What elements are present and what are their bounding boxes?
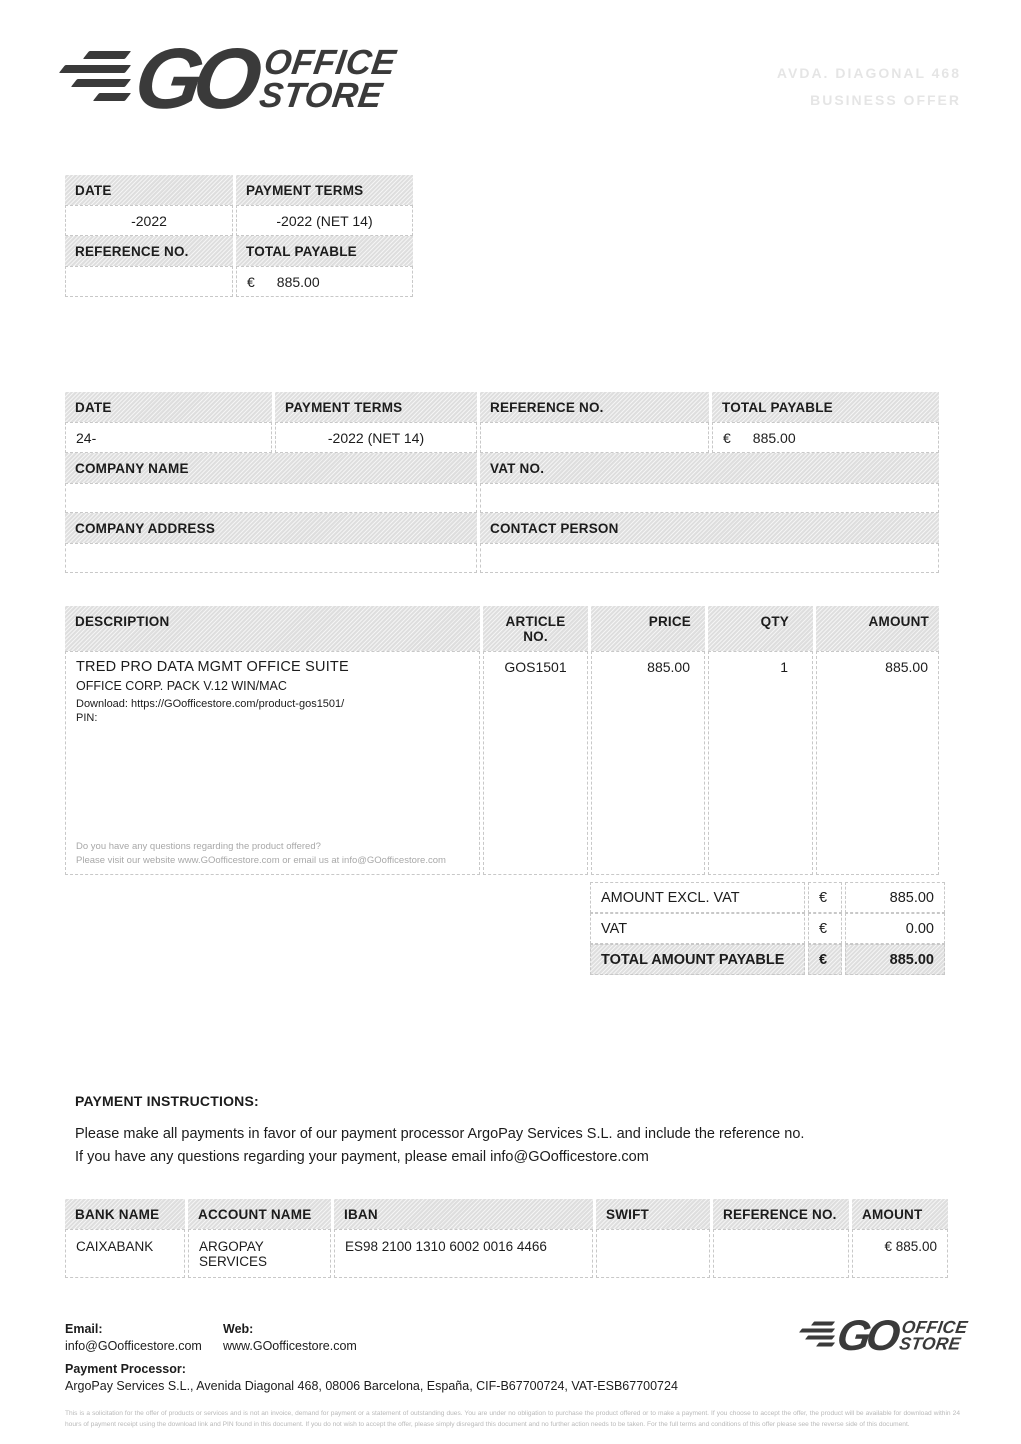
details-reference-header: REFERENCE NO. xyxy=(480,392,709,422)
payment-instructions-line2: If you have any questions regarding your payment, please email info@GOofficestore.com xyxy=(75,1149,649,1166)
details-date-value: 24- xyxy=(65,422,272,453)
stamp-line2: BUSINESS OFFER xyxy=(810,91,961,108)
bank-name-value: CAIXABANK xyxy=(65,1229,185,1278)
email-label: Email: xyxy=(65,1322,103,1337)
summary-date-header: DATE xyxy=(65,175,233,205)
logo-wordmark xyxy=(256,42,399,115)
item-description-cell xyxy=(65,651,480,875)
item-pin: PIN: xyxy=(76,712,98,724)
logo-office-text: OFFICE xyxy=(900,1317,969,1337)
email-value: info@GOofficestore.com xyxy=(65,1339,202,1354)
logo-store-text: STORE xyxy=(256,75,385,115)
footer-web-block xyxy=(223,1322,357,1353)
logo-go-text: GO xyxy=(834,1311,899,1360)
swift-header: SWIFT xyxy=(596,1199,710,1229)
details-total-value xyxy=(712,422,939,453)
logo-store-text: STORE xyxy=(897,1333,962,1354)
details-terms-value: -2022 (NET 14) xyxy=(275,422,477,453)
item-price-value: 885.00 xyxy=(591,651,705,875)
logo-wordmark xyxy=(898,1319,968,1352)
document-content xyxy=(0,175,1021,1430)
items-price-header: PRICE xyxy=(591,606,705,651)
fine-print-disclaimer: This is a solicitation for the offer of products or services and is not an invoice, demand for payment or a statement of outstanding dues. You are under no obligation to purchase the product offered or to make a payment. If you choose to accept the offer, the product will be available for download within 24 hours of payment receipt using the download link and PIN found in this document. If you do not wish to accept the offer, please simply disregard this document and no further action needs to be taken. For the full terms and conditions of this offer please see the reverse side of this document. xyxy=(65,1410,960,1428)
footer-processor-block xyxy=(65,1362,955,1393)
summary-terms-header: PAYMENT TERMS xyxy=(236,175,413,205)
contact-person-header: CONTACT PERSON xyxy=(480,513,939,543)
details-total-header: TOTAL PAYABLE xyxy=(712,392,939,422)
logo-speed-lines-icon xyxy=(800,1322,833,1350)
vat-no-header: VAT NO. xyxy=(480,453,939,483)
items-table xyxy=(65,606,942,875)
summary-reference-value xyxy=(65,266,233,297)
bank-reference-header: REFERENCE NO. xyxy=(713,1199,849,1229)
vat-currency: € xyxy=(808,913,842,944)
summary-total-value xyxy=(236,266,413,297)
item-footnote xyxy=(76,840,469,868)
totals-table xyxy=(590,882,942,975)
item-subtitle: OFFICE CORP. PACK V.12 WIN/MAC xyxy=(76,679,287,693)
payment-instructions-text xyxy=(75,1123,935,1169)
logo-go-text: GO xyxy=(129,31,259,127)
web-value: www.GOofficestore.com xyxy=(223,1339,357,1354)
bank-amount-header: AMOUNT xyxy=(852,1199,948,1229)
vat-no-value xyxy=(480,483,939,513)
company-address-value xyxy=(65,543,477,573)
gooffice-logo-footer xyxy=(800,1311,969,1360)
items-amount-header: AMOUNT xyxy=(816,606,939,651)
details-table xyxy=(65,392,942,573)
payment-processor-value: ArgoPay Services S.L., Avenida Diagonal 468, 08006 Barcelona, España, CIF-B67700724, VAT-ESB67700724 xyxy=(65,1379,678,1394)
currency-symbol: € xyxy=(247,274,255,290)
company-name-header: COMPANY NAME xyxy=(65,453,477,483)
vat-value: 0.00 xyxy=(845,913,945,944)
item-amount-value: 885.00 xyxy=(816,651,939,875)
currency-symbol: € xyxy=(723,430,731,446)
vat-label: VAT xyxy=(590,913,805,944)
payment-instructions-section xyxy=(75,1093,935,1169)
bank-table xyxy=(65,1199,942,1278)
payment-instructions-line1: Please make all payments in favor of our payment processor ArgoPay Services S.L. and include the reference no. xyxy=(75,1126,805,1142)
items-qty-header: QTY xyxy=(708,606,813,651)
company-name-value xyxy=(65,483,477,513)
item-footnote-line1: Do you have any questions regarding the product offered? xyxy=(76,841,321,853)
contact-person-value xyxy=(480,543,939,573)
summary-total-header: TOTAL PAYABLE xyxy=(236,236,413,266)
item-qty-value: 1 xyxy=(708,651,813,875)
items-article-header: ARTICLE NO. xyxy=(483,606,588,651)
summary-reference-header: REFERENCE NO. xyxy=(65,236,233,266)
details-terms-header: PAYMENT TERMS xyxy=(275,392,477,422)
payment-instructions-heading: PAYMENT INSTRUCTIONS: xyxy=(75,1093,259,1109)
total-amount-payable-currency: € xyxy=(808,944,842,975)
details-reference-value xyxy=(480,422,709,453)
gooffice-logo xyxy=(62,31,399,127)
details-total-amount: 885.00 xyxy=(752,430,796,446)
item-article-value: GOS1501 xyxy=(483,651,588,875)
summary-table xyxy=(65,175,413,297)
bank-amount-value: € 885.00 xyxy=(852,1229,948,1278)
item-download-link: Download: https://GOofficestore.com/product-gos1501/ xyxy=(76,698,345,710)
web-label: Web: xyxy=(223,1322,254,1337)
faint-stamp xyxy=(777,60,961,113)
items-description-header: DESCRIPTION xyxy=(65,606,480,651)
stamp-line1: AVDA. DIAGONAL 468 xyxy=(776,65,961,81)
account-name-header: ACCOUNT NAME xyxy=(188,1199,331,1229)
bank-reference-value xyxy=(713,1229,849,1278)
total-amount-payable-value: 885.00 xyxy=(845,944,945,975)
amount-excl-vat-currency: € xyxy=(808,882,842,913)
amount-excl-vat-label: AMOUNT EXCL. VAT xyxy=(590,882,805,913)
total-amount-payable-label: TOTAL AMOUNT PAYABLE xyxy=(590,944,805,975)
summary-terms-value: -2022 (NET 14) xyxy=(236,205,413,236)
company-address-header: COMPANY ADDRESS xyxy=(65,513,477,543)
account-name-value: ARGOPAY SERVICES xyxy=(188,1229,331,1278)
iban-header: IBAN xyxy=(334,1199,593,1229)
payment-processor-label: Payment Processor: xyxy=(65,1362,186,1377)
item-description-lines xyxy=(76,659,469,724)
item-footnote-line2: Please visit our website www.GOofficestore.com or email us at info@GOofficestore.com xyxy=(76,855,446,867)
item-title: TRED PRO DATA MGMT OFFICE SUITE xyxy=(76,659,349,675)
details-date-header: DATE xyxy=(65,392,272,422)
iban-value: ES98 2100 1310 6002 0016 4466 xyxy=(334,1229,593,1278)
summary-total-amount: 885.00 xyxy=(276,274,320,290)
summary-date-value: -2022 xyxy=(65,205,233,236)
logo-office-text: OFFICE xyxy=(261,42,399,82)
amount-excl-vat-value: 885.00 xyxy=(845,882,945,913)
logo-speed-lines-icon xyxy=(62,51,128,107)
swift-value xyxy=(596,1229,710,1278)
bank-name-header: BANK NAME xyxy=(65,1199,185,1229)
footer-email-block xyxy=(65,1322,223,1353)
